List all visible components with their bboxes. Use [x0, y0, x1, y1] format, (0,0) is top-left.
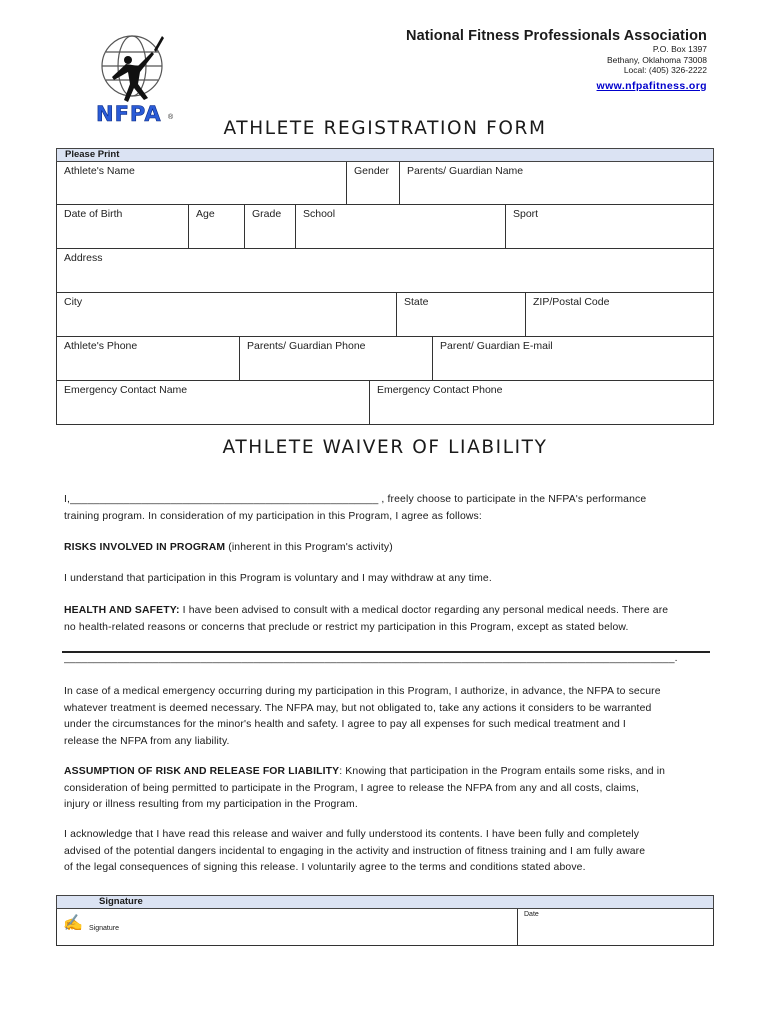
- risks-paragraph: [64, 540, 710, 557]
- org-name: National Fitness Professionals Association: [406, 28, 707, 44]
- acknowledge-line-2: advised of the potential dangers incidental to engaging in the activity and instruction of fitness training and I am fully aware: [64, 845, 646, 857]
- zip-field[interactable]: [526, 293, 713, 336]
- acknowledge-line-1: I acknowledge that I have read this release and waiver and fully understood its contents. I have been fully and completely: [64, 829, 640, 840]
- sport-label: Sport: [513, 208, 539, 220]
- school-field[interactable]: [296, 205, 506, 248]
- signature-table: [56, 895, 714, 946]
- signature-row: [56, 909, 714, 946]
- address-line-1: P.O. Box 1397: [652, 44, 707, 54]
- signature-label: Signature: [89, 925, 119, 932]
- registered-mark: ®: [168, 114, 174, 121]
- health-paragraph: [64, 603, 710, 636]
- date-field[interactable]: [518, 909, 713, 945]
- medical-line-2: whatever treatment is deemed necessary. The NFPA may, but not obligated to, take any actions it considers to be warranted: [64, 702, 652, 714]
- participation-line-2: training program. In consideration of my participation in this Program, I agree as follows:: [64, 510, 482, 522]
- sport-field[interactable]: [506, 205, 713, 248]
- athlete-phone-field[interactable]: [57, 337, 240, 380]
- address-field[interactable]: [57, 249, 713, 292]
- medical-line-4: release the NFPA from any liability.: [64, 735, 230, 747]
- participation-line-1: I,____________________________________________________ , freely choose to participate in the NFPA's performance: [64, 494, 647, 505]
- acknowledge-line-3: of the legal consequences of signing this release. I voluntarily agree to the terms and conditions stated above.: [64, 862, 586, 873]
- athlete-phone-label: Athlete's Phone: [64, 340, 138, 352]
- gender-field[interactable]: [347, 162, 400, 204]
- gender-label: Gender: [354, 165, 390, 177]
- assumption-paragraph: [64, 764, 710, 814]
- waiver-title: ATHLETE WAIVER OF LIABILITY: [222, 437, 548, 458]
- health-text-2: no health-related reasons or concerns that preclude or restrict my participation in this Program, except as stated below.: [64, 621, 629, 633]
- nfpa-logo: [92, 22, 184, 132]
- school-label: School: [303, 208, 336, 220]
- athlete-name-field[interactable]: [57, 162, 347, 204]
- website-link[interactable]: www.nfpafitness.org: [596, 79, 707, 92]
- grade-label: Grade: [252, 208, 282, 220]
- medical-line-1: In case of a medical emergency occurring during my participation in this Program, I authorize, in advance, the NFPA to secure: [64, 686, 661, 697]
- health-heading: HEALTH AND SAFETY:: [64, 605, 180, 616]
- age-field[interactable]: [189, 205, 245, 248]
- grade-field[interactable]: [245, 205, 296, 248]
- please-print-label: Please Print: [56, 148, 714, 162]
- exceptions-blank-line[interactable]: _______________________________________________________________________________________________________.: [64, 653, 678, 664]
- form-title: ATHLETE REGISTRATION FORM: [223, 118, 547, 139]
- guardian-name-label: Parents/ Guardian Name: [407, 165, 524, 177]
- guardian-phone-field[interactable]: [240, 337, 433, 380]
- phone-line: Local: (405) 326-2222: [623, 65, 707, 75]
- pen-signature-icon: ✍: [63, 915, 83, 932]
- age-label: Age: [196, 208, 215, 220]
- voluntary-paragraph: I understand that participation in this Program is voluntary and I may withdraw at any time.: [64, 573, 492, 584]
- state-field[interactable]: [397, 293, 526, 336]
- assumption-line-3: injury or illness resulting from my participation in the Program.: [64, 799, 358, 810]
- city-label: City: [64, 296, 83, 308]
- acknowledge-paragraph: [64, 827, 710, 877]
- row-phones: [56, 337, 714, 381]
- row-dob: [56, 205, 714, 249]
- row-city: [56, 293, 714, 337]
- row-address: [56, 249, 714, 293]
- risks-text: (inherent in this Program's activity): [225, 542, 393, 553]
- emergency-phone-field[interactable]: [370, 381, 713, 424]
- guardian-phone-label: Parents/ Guardian Phone: [247, 340, 366, 352]
- zip-label: ZIP/Postal Code: [533, 296, 610, 308]
- org-contact-block: [406, 28, 707, 92]
- assumption-line-2: consideration of being permitted to participate in the Program, I agree to release the NFPA from any and all costs, claims,: [64, 782, 640, 794]
- city-field[interactable]: [57, 293, 397, 336]
- emergency-name-field[interactable]: [57, 381, 370, 424]
- logo-text: NFPA: [96, 102, 162, 126]
- emergency-name-label: Emergency Contact Name: [64, 384, 188, 396]
- registration-table: [56, 148, 714, 425]
- health-text: I have been advised to consult with a medical doctor regarding any personal medical needs. There are: [179, 605, 669, 616]
- risks-heading: RISKS INVOLVED IN PROGRAM: [64, 542, 226, 553]
- athlete-name-label: Athlete's Name: [64, 165, 135, 177]
- dob-label: Date of Birth: [64, 208, 123, 220]
- address-label: Address: [64, 252, 103, 264]
- guardian-email-field[interactable]: [433, 337, 713, 380]
- address-line-2: Bethany, Oklahoma 73008: [606, 54, 707, 65]
- dob-field[interactable]: [57, 205, 189, 248]
- participation-paragraph: [64, 492, 710, 525]
- state-label: State: [404, 296, 429, 308]
- row-emergency: [56, 381, 714, 425]
- signature-field[interactable]: [57, 909, 518, 945]
- assumption-heading: ASSUMPTION OF RISK AND RELEASE FOR LIABILITY: [64, 766, 340, 777]
- guardian-email-label: Parent/ Guardian E-mail: [440, 340, 553, 352]
- medical-line-3: under the circumstances for the minor's health and safety. I agree to pay all expenses for such medical treatment and I: [64, 719, 626, 730]
- row-name: [56, 162, 714, 205]
- emergency-phone-label: Emergency Contact Phone: [377, 384, 503, 396]
- signature-section-label: Signature: [56, 895, 714, 909]
- date-label: Date: [524, 911, 539, 918]
- medical-emergency-paragraph: [64, 684, 710, 750]
- assumption-line-1: : Knowing that participation in the Program entails some risks, and in: [339, 766, 666, 777]
- guardian-name-field[interactable]: [400, 162, 713, 204]
